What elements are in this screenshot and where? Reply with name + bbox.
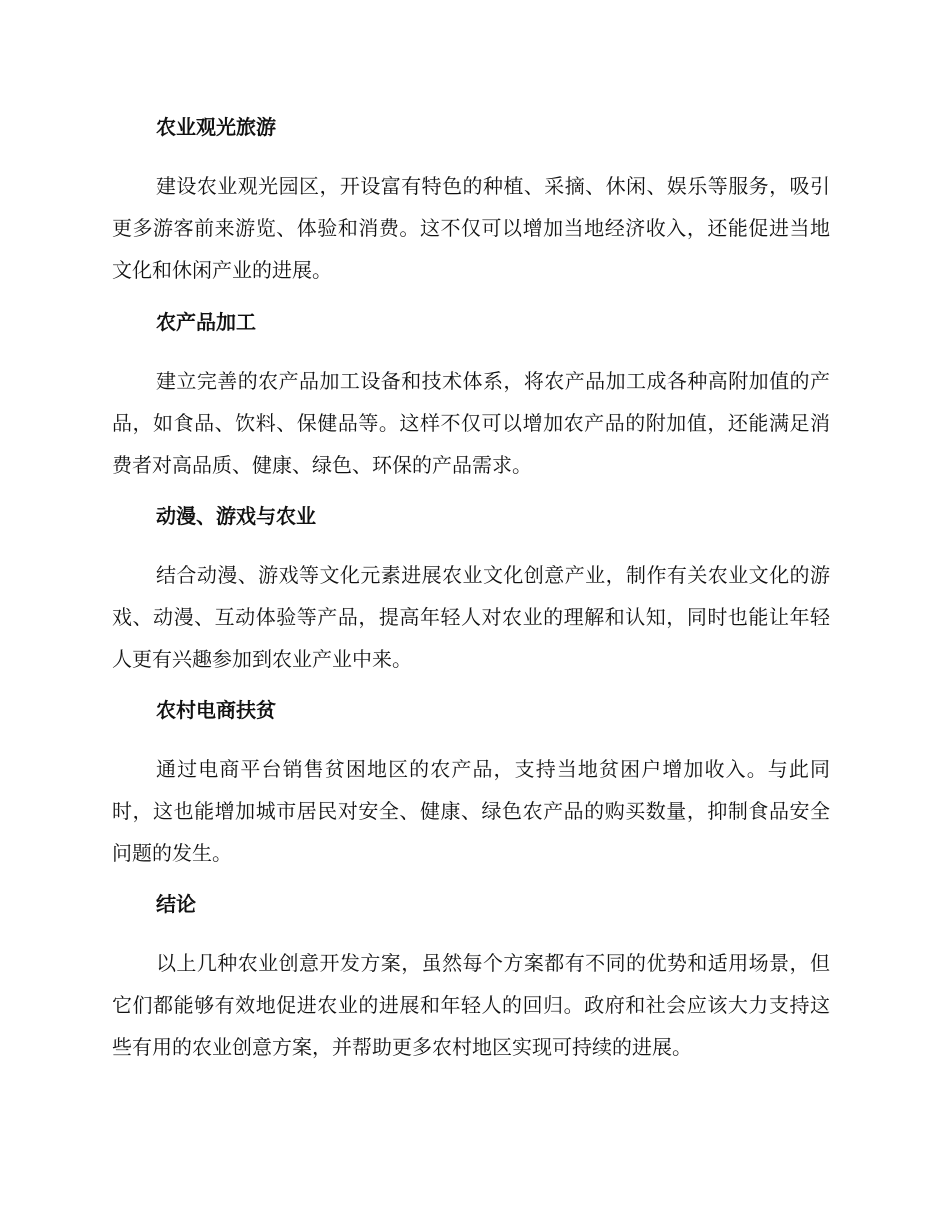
section-agri-processing: [112, 308, 830, 486]
section-paragraph: 建设农业观光园区，开设富有特色的种植、采摘、休闲、娱乐等服务，吸引更多游客前来游览、体验和消费。这不仅可以增加当地经济收入，还能促进当地文化和休闲产业的进展。: [112, 174, 830, 282]
section-paragraph: 建立完善的农产品加工设备和技术体系，将农产品加工成各种高附加值的产品，如食品、饮料、保健品等。这样不仅可以增加农产品的附加值，还能满足消费者对高品质、健康、绿色、环保的产品需求。: [112, 369, 830, 477]
section-paragraph: 通过电商平台销售贫困地区的农产品，支持当地贫困户增加收入。与此同时，这也能增加城市居民对安全、健康、绿色农产品的购买数量，抑制食品安全问题的发生。: [112, 757, 830, 865]
section-heading: 农业观光旅游: [156, 115, 276, 139]
section-paragraph: 以上几种农业创意开发方案，虽然每个方案都有不同的优势和适用场景，但它们都能够有效地促进农业的进展和年轻人的回归。政府和社会应该大力支持这些有用的农业创意方案，并帮助更多农村地区实现可持续的进展。: [112, 951, 830, 1059]
section-heading: 农产品加工: [156, 310, 256, 334]
section-heading: 动漫、游戏与农业: [156, 504, 316, 528]
section-heading: 农村电商扶贫: [156, 698, 276, 722]
section-heading: 结论: [156, 892, 196, 916]
section-rural-ecommerce: [112, 696, 830, 874]
section-paragraph: 结合动漫、游戏等文化元素进展农业文化创意产业，制作有关农业文化的游戏、动漫、互动体验等产品，提高年轻人对农业的理解和认知，同时也能让年轻人更有兴趣参加到农业产业中来。: [112, 563, 830, 671]
section-conclusion: [112, 890, 830, 1068]
section-agri-tourism: [112, 113, 830, 291]
section-anime-games-agri: [112, 502, 830, 680]
